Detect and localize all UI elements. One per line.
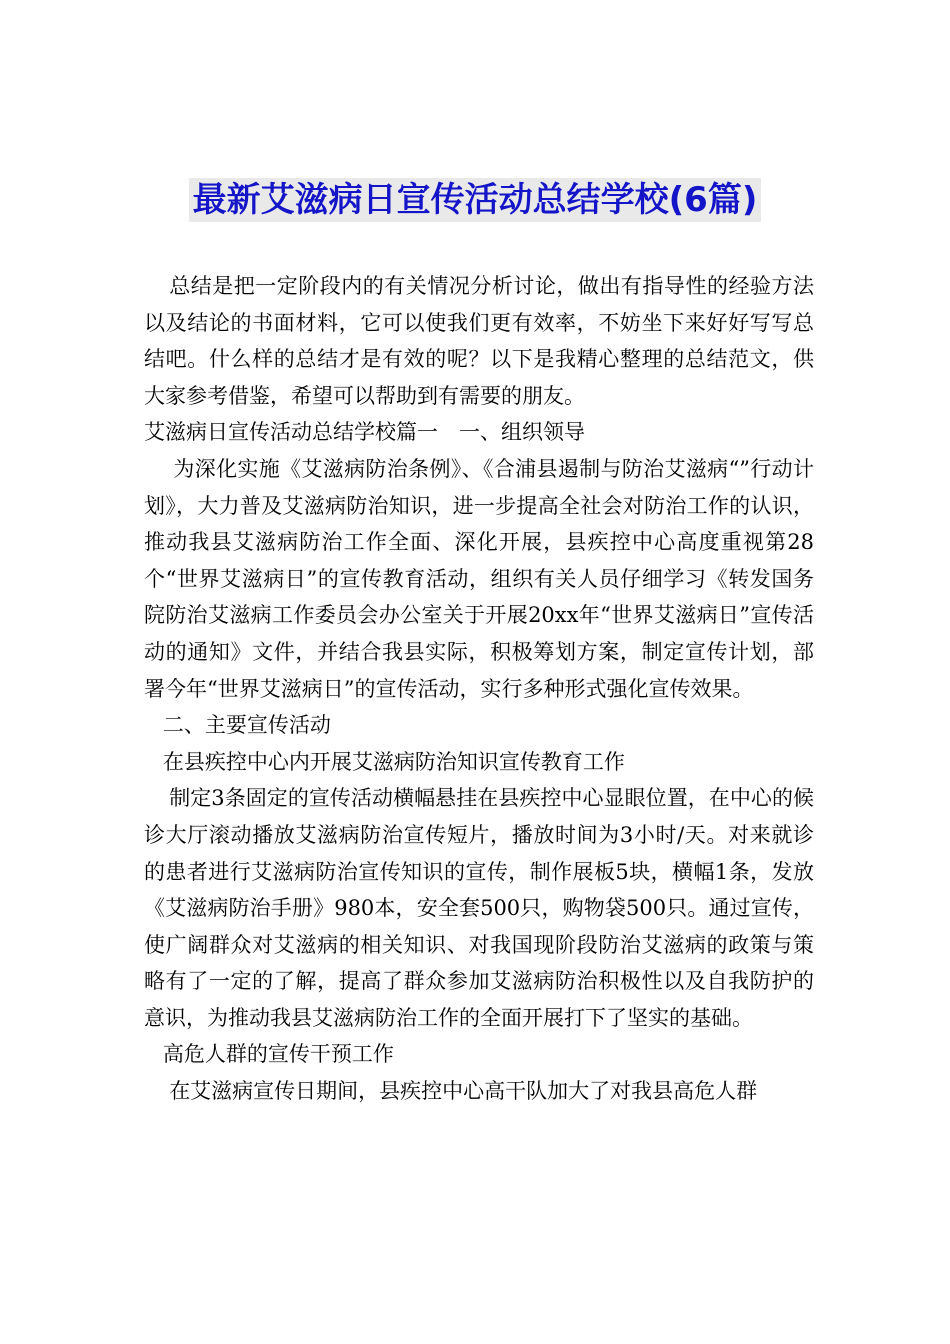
organization-paragraph: 为深化实施《艾滋病防治条例》、《合浦县遏制与防治艾滋病“”行动计划》，大力普及艾滋病防治知识，进一步提高全社会对防治工作的认识，推动我县艾滋病防治工作全面、深化开展，县疾控中心高度重视第28个“世界艾滋病日”的宣传教育活动，组织有关人员仔细学习《转发国务院防治艾滋病工作委员会办公室关于开展20xx年“世界艾滋病日”宣传活动的通知》文件，并结合我县实际，积极筹划方案，制定宣传计划，部署今年“世界艾滋病日”的宣传活动，实行多种形式强化宣传效果。 — [144, 456, 814, 701]
subheading-cdc-education: 在县疾控中心内开展艾滋病防治知识宣传教育工作 — [162, 749, 625, 774]
cdc-education-paragraph: 制定3条固定的宣传活动横幅悬挂在县疾控中心显眼位置，在中心的候诊大厅滚动播放艾滋病防治宣传短片，播放时间为3小时/天。对来就诊的患者进行艾滋病防治宣传知识的宣传，制作展板5块，横幅1条，发放《艾滋病防治手册》980本，安全套500只，购物袋500只。通过宣传，使广阔群众对艾滋病的相关知识、对我国现阶段防治艾滋病的政策与策略有了一定的了解，提高了群众参加艾滋病防治积极性以及自我防护的意识，为推动我县艾滋病防治工作的全面开展打下了坚实的基础。 — [144, 786, 814, 1030]
high-risk-paragraph: 在艾滋病宣传日期间，县疾控中心高干队加大了对我县高危人群 — [169, 1079, 758, 1104]
subheading-high-risk: 高危人群的宣传干预工作 — [162, 1042, 394, 1067]
document-body — [144, 268, 814, 1110]
section-heading-part1: 艾滋病日宣传活动总结学校篇一 一、组织领导 — [144, 420, 585, 445]
intro-paragraph: 总结是把一定阶段内的有关情况分析讨论，做出有指导性的经验方法以及结论的书面材料，它可以使我们更有效率，不妨坐下来好好写写总结吧。什么样的总结才是有效的呢？以下是我精心整理的总结范文，供大家参考借鉴，希望可以帮助到有需要的朋友。 — [144, 274, 814, 408]
document-title: 最新艾滋病日宣传活动总结学校(6篇) — [189, 178, 762, 222]
title-container — [0, 178, 950, 222]
section-heading-main-activities: 二、主要宣传活动 — [162, 713, 331, 738]
